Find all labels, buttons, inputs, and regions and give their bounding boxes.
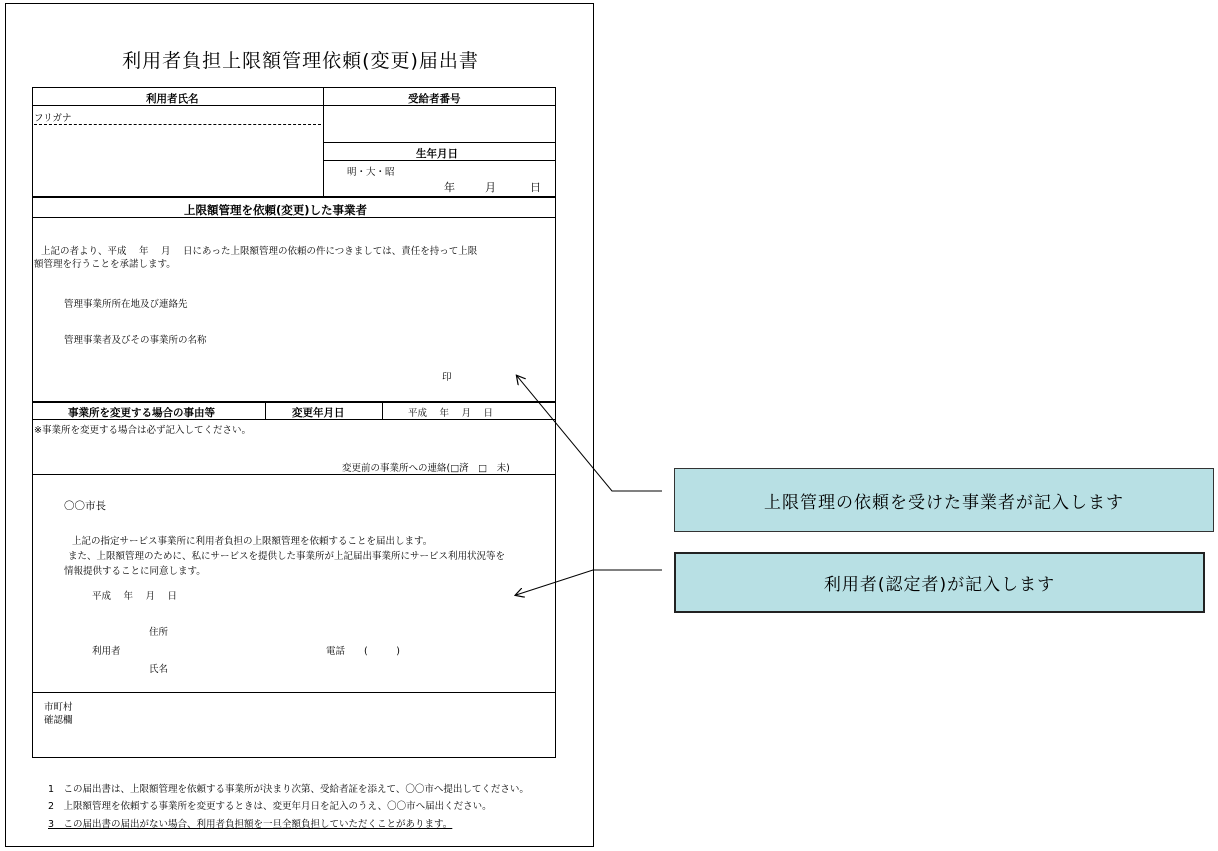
birth-day-label: 日 xyxy=(530,181,541,194)
user-date: 平成 年 月 日 xyxy=(92,591,178,602)
provider-statement-2: 額管理を行うことを承諾します。 xyxy=(34,259,176,270)
note-3: 3 この届出書の届出がない場合、利用者負担額を一旦全額負担していただくことがあります。 xyxy=(48,819,453,830)
city-check-label-1: 市町村 xyxy=(44,702,73,713)
seal-mark: 印 xyxy=(442,372,452,383)
change-reason-header: 事業所を変更する場合の事由等 xyxy=(68,407,215,419)
era-label: 明・大・昭 xyxy=(347,167,395,178)
phone-label: 電話 ( ) xyxy=(326,646,400,657)
user-label: 利用者 xyxy=(92,646,121,657)
provider-address-label: 管理事業所所在地及び連絡先 xyxy=(64,299,188,310)
name-label: 氏名 xyxy=(149,664,169,675)
birthdate-header: 生年月日 xyxy=(416,148,458,160)
birth-year-label: 年 xyxy=(444,181,455,194)
provider-name-label: 管理事業者及びその事業所の名称 xyxy=(64,335,207,346)
form-page xyxy=(5,3,594,847)
change-date-header: 変更年月日 xyxy=(292,407,345,419)
change-date-value: 平成 年 月 日 xyxy=(408,408,494,419)
birth-month-label: 月 xyxy=(485,181,496,194)
form-title: 利用者負担上限額管理依頼(変更)届出書 xyxy=(122,50,479,72)
user-name-header: 利用者氏名 xyxy=(146,93,199,105)
address-label: 住所 xyxy=(149,627,169,638)
provider-callout xyxy=(674,468,1214,532)
user-statement-2: また、上限額管理のために、私にサービスを提供した事業所が上記届出事業所にサービス利用状況等を xyxy=(68,551,506,562)
note-2: 2 上限額管理を依頼する事業所を変更するときは、変更年月日を記入のうえ、〇〇市へ届出ください。 xyxy=(48,801,492,812)
user-callout xyxy=(674,552,1205,613)
user-statement-3: 情報提供することに同意します。 xyxy=(64,566,206,577)
note-1: 1 この届出書は、上限額管理を依頼する事業所が決まり次第、受給者証を添えて、〇〇市へ提出してください。 xyxy=(48,784,529,795)
provider-statement-1: 上記の者より、平成 年 月 日にあった上限額管理の依頼の件につきましては、責任を持って上限 xyxy=(41,246,478,257)
prev-provider-contact: 変更前の事業所への連絡(□済 □ 未) xyxy=(342,463,510,474)
provider-section-header: 上限額管理を依頼(変更)した事業者 xyxy=(184,203,368,217)
provider-callout-text: 上限管理の依頼を受けた事業者が記入します xyxy=(764,492,1124,513)
change-note: ※事業所を変更する場合は必ず記入してください。 xyxy=(34,425,251,436)
user-callout-text: 利用者(認定者)が記入します xyxy=(823,575,1056,595)
mayor-label: 〇〇市長 xyxy=(64,500,106,512)
recipient-no-header: 受給者番号 xyxy=(408,93,461,105)
user-statement-1: 上記の指定サービス事業所に利用者負担の上限額管理を依頼することを届出します。 xyxy=(72,536,433,547)
city-check-label-2: 確認欄 xyxy=(44,715,73,726)
furigana-label: フリガナ xyxy=(34,113,72,124)
